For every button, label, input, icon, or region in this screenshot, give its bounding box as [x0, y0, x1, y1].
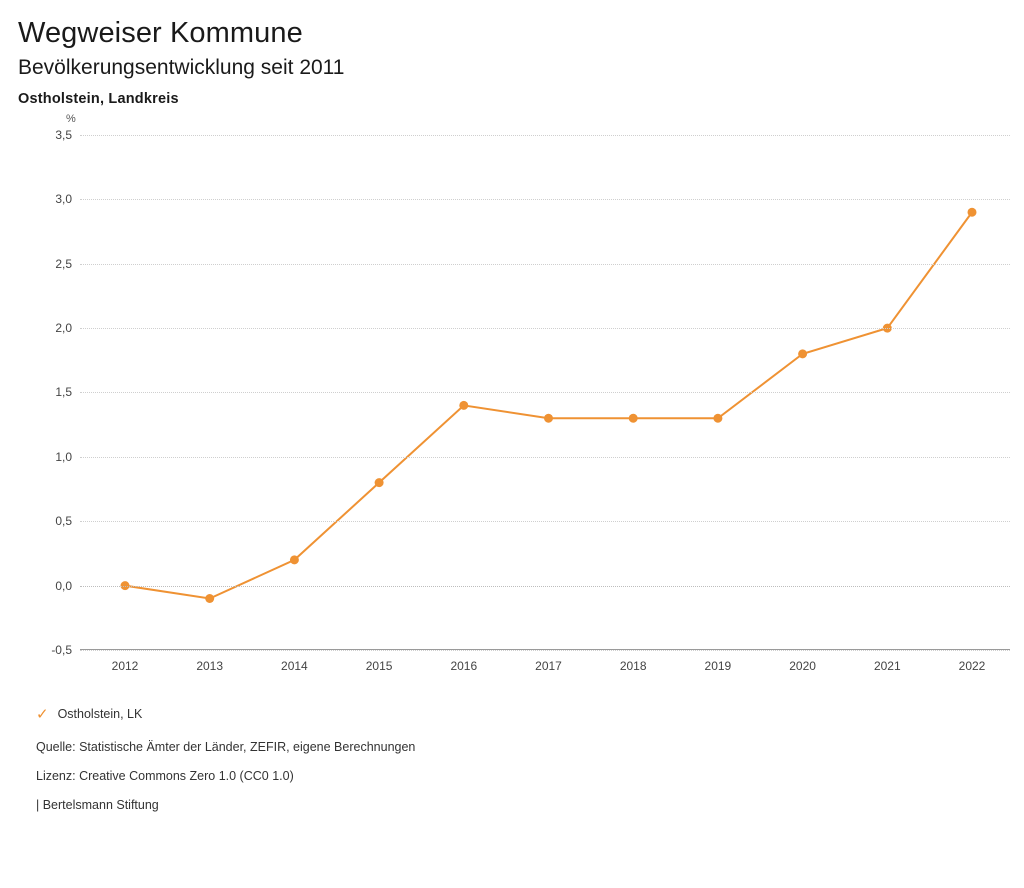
x-axis-tick-label: 2014: [281, 658, 308, 673]
data-point[interactable]: [629, 414, 638, 423]
y-axis-tick-label: 3,0: [55, 192, 72, 207]
data-point[interactable]: [290, 555, 299, 564]
chart-legend[interactable]: [36, 707, 1000, 722]
y-axis-tick-label: 1,0: [55, 449, 72, 464]
gridline: [80, 457, 1010, 458]
plot-area: [51, 127, 1010, 673]
data-point[interactable]: [968, 208, 977, 217]
data-point[interactable]: [459, 401, 468, 410]
region-label: Ostholstein, Landkreis: [18, 90, 179, 107]
x-axis-tick-label: 2022: [958, 658, 986, 673]
x-axis-tick-label: 2016: [450, 658, 478, 673]
x-axis-tick-label: 2018: [619, 658, 647, 673]
y-axis-tick-label: 0,0: [55, 578, 72, 593]
y-axis-tick-label: 1,5: [55, 385, 72, 400]
gridline: [80, 392, 1010, 393]
y-axis-tick-label: 0,5: [55, 514, 72, 529]
source-note: Quelle: Statistische Ämter der Länder, ZEFIR, eigene Berechnungen: [36, 739, 416, 754]
gridline: [80, 328, 1010, 329]
license-note: Lizenz: Creative Commons Zero 1.0 (CC0 1.0): [36, 768, 294, 783]
y-axis-tick-label: 2,5: [55, 256, 72, 271]
x-axis-tick-label: 2020: [789, 658, 816, 673]
check-icon: ✓: [36, 705, 49, 723]
x-axis-tick-label: 2012: [111, 658, 139, 673]
data-point[interactable]: [544, 414, 553, 423]
gridline: [80, 586, 1010, 587]
page-title: Wegweiser Kommune: [18, 17, 303, 49]
y-axis-tick-label: 2,0: [55, 321, 72, 336]
x-axis-tick-label: 2017: [535, 658, 562, 673]
gridline: [80, 199, 1010, 200]
x-axis-tick-label: 2021: [873, 658, 901, 673]
gridline: [80, 650, 1010, 651]
x-axis-tick-label: 2015: [365, 658, 393, 673]
chart-footer: [36, 740, 1000, 813]
gridline: [80, 521, 1010, 522]
gridline: [80, 264, 1010, 265]
chart-container: [18, 113, 1008, 693]
publisher-note: | Bertelsmann Stiftung: [36, 797, 159, 812]
x-axis-tick-label: 2019: [704, 658, 732, 673]
legend-item-label: Ostholstein, LK: [57, 707, 143, 722]
page-subtitle: Bevölkerungsentwicklung seit 2011: [18, 55, 345, 79]
y-axis-tick-label: 3,5: [55, 127, 72, 142]
data-point[interactable]: [205, 594, 214, 603]
data-point[interactable]: [798, 349, 807, 358]
data-point[interactable]: [375, 478, 384, 487]
y-axis-tick-label: -0,5: [51, 642, 72, 657]
gridline: [80, 135, 1010, 136]
x-axis-tick-label: 2013: [196, 658, 224, 673]
series-line: [125, 212, 972, 598]
data-point[interactable]: [713, 414, 722, 423]
y-axis-unit: %: [66, 112, 76, 125]
